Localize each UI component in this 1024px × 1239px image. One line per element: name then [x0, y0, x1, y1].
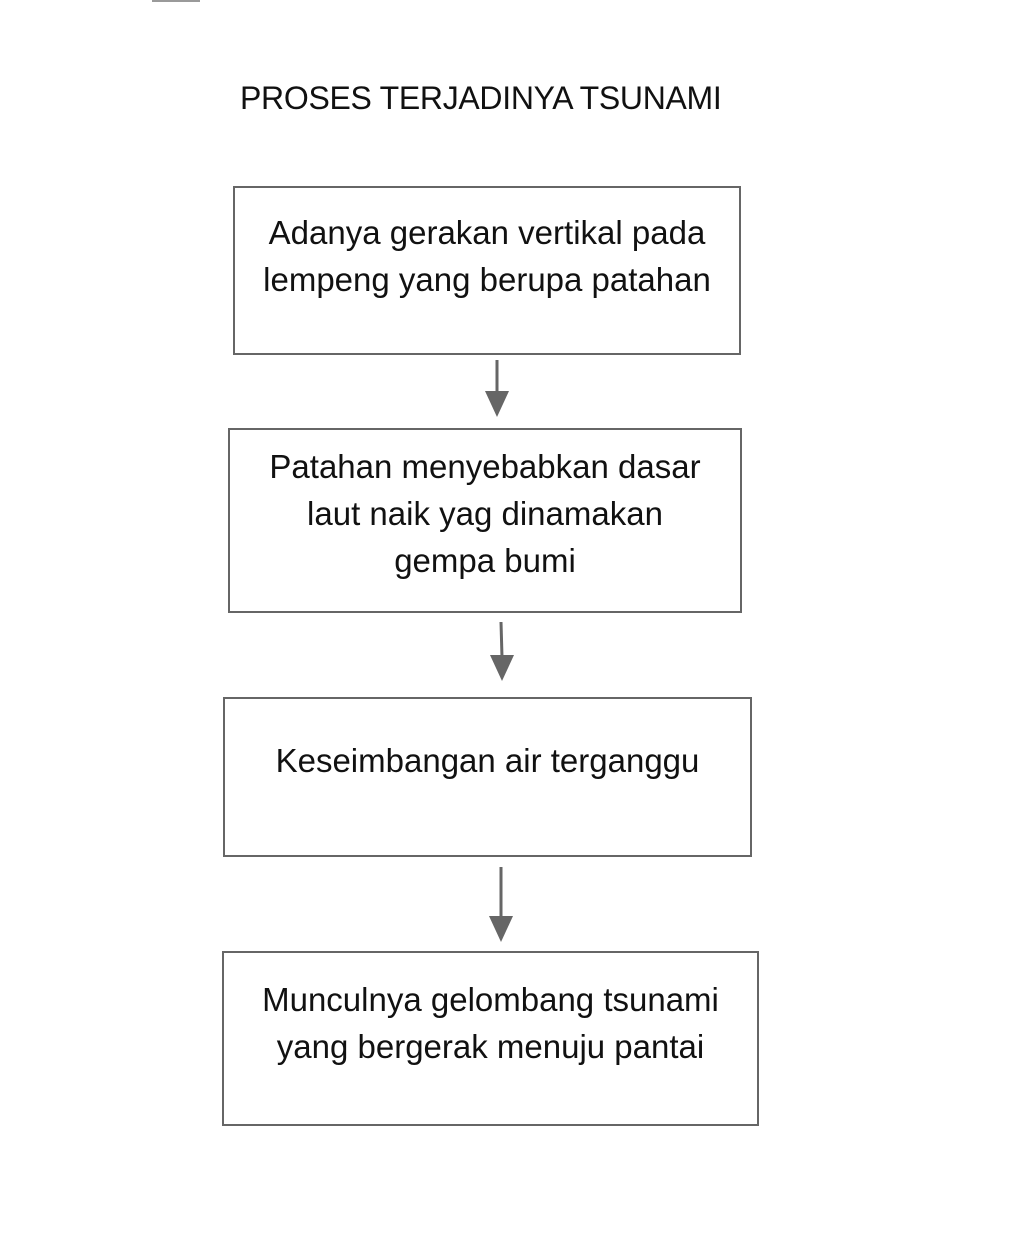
arrow-step-2-to-3 [490, 622, 514, 681]
flow-step-3-line-1: Keseimbangan air terganggu [275, 742, 700, 779]
flow-step-2-line-2: laut naik yag dinamakan [307, 495, 663, 532]
arrow-step-1-to-2 [485, 360, 509, 417]
diagram-title: PROSES TERJADINYA TSUNAMI [240, 80, 722, 116]
flow-step-1-line-2: lempeng yang berupa patahan [263, 261, 711, 298]
arrow-step-3-to-4 [489, 867, 513, 942]
flow-step-1-text [263, 209, 711, 353]
flow-step-2-line-1: Patahan menyebabkan dasar [269, 448, 701, 485]
flow-step-3-box [223, 697, 752, 857]
top-edge-mark [152, 0, 200, 2]
flow-step-4-line-2: yang bergerak menuju pantai [276, 1028, 705, 1065]
flow-step-4-box [222, 951, 759, 1126]
flow-step-1-line-1: Adanya gerakan vertikal pada [268, 214, 706, 251]
flow-step-4-line-1: Munculnya gelombang tsunami [262, 981, 719, 1018]
flow-step-1-box [233, 186, 741, 355]
flow-step-4-text [262, 976, 719, 1124]
flow-step-3-text [276, 737, 700, 855]
flow-step-2-line-3: gempa bumi [394, 542, 576, 579]
flow-step-2-box [228, 428, 742, 613]
flow-step-2-text [269, 443, 700, 611]
